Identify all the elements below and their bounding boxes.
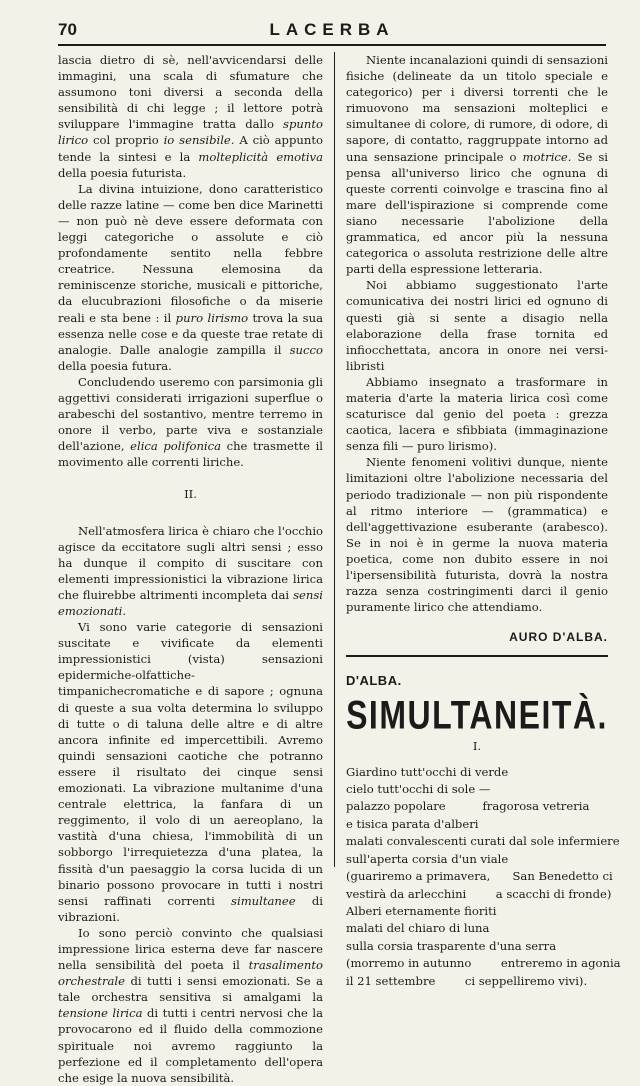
paragraph: [58, 523, 323, 620]
poem-line: il 21 settembre ci seppelliremo vivi).: [346, 973, 588, 988]
text-run: di tutti i sensi emozionati. Se a tale orchestra sensitiva si amalgami la: [58, 974, 323, 1005]
poem-section-numeral: I.: [472, 738, 482, 753]
page-header: [58, 20, 606, 46]
text-run: A ciò appunto tende la sintesi e la: [58, 133, 323, 164]
paragraph: Noi abbiamo suggestionato l'arte comunicativa dei nostri lirici ed ognuno di questi già si sente a disagio nella elaborazione della frase tornita ed infiocchettata, ancora in onore nei versi-libristi: [346, 278, 608, 373]
poem-author: D'ALBA.: [346, 673, 402, 689]
emphasis: molteplicità emotiva: [198, 149, 323, 164]
text-run: di vibrazioni.: [58, 893, 323, 924]
emphasis: puro lirismo: [175, 310, 249, 325]
poem-line: cielo tutt'occhi di sole —: [346, 782, 491, 797]
poem-line: malati convalescenti curati dal sole infermiere: [346, 834, 620, 849]
poem-line: sull'aperta corsia d'un viale: [346, 851, 509, 866]
text-run: Concludendo useremo con parsimonia gli aggettivi considerati irrigazioni superflue o arabeschi del sostantivo, mentre terremo in onore il verbo, parte viva e sostanziale dell'azione,: [58, 374, 323, 454]
paragraph: [58, 619, 323, 925]
emphasis: spunto lirico: [58, 117, 323, 148]
emphasis: motrice.: [522, 149, 572, 164]
right-column: [346, 52, 621, 990]
emphasis: succo: [289, 342, 323, 357]
text-run: Niente incanalazioni quindi di sensazioni fisiche (delineate da un titolo speciale e categorico) per i diversi torrenti che le rimuovono ma sensazioni molteplici e simultanee di colore, di rumore, di odore, di sapore, di contatto, raggruppate intorno ad una sensazione principale o: [346, 53, 608, 164]
poem-line: e tisica parata d'alberi: [346, 816, 479, 831]
text-run: della poesia futurista.: [58, 165, 187, 180]
left-column: [58, 52, 323, 1086]
paragraph: [346, 52, 608, 277]
masthead-title: LACERBA: [269, 20, 395, 39]
text-run: lascia dietro di sè, nell'avvicendarsi delle immagini, una scala di sfumature che assumono toni diversi a seconda della sensibilità di chi legge ; il lettore potrà sviluppare l'immagine tratta dallo: [58, 53, 323, 132]
emphasis: simultanee: [231, 893, 296, 908]
poem-body: [346, 764, 621, 990]
poem-line: (guariremo a primavera, San Benedetto ci: [346, 869, 613, 884]
text-run: Nell'atmosfera lirica è chiaro che l'occhio agisce da eccitatore sugli altri sensi ; esso ha dunque il compito di suscitare con elementi impressionistici la vibrazione lirica che fluirebbe altrimenti incompleta dai: [58, 523, 324, 602]
poem-line: Giardino tutt'occhi di verde: [346, 764, 509, 779]
page-number: 70: [58, 20, 77, 39]
poem-line: sulla corsia trasparente d'una serra: [346, 938, 557, 953]
emphasis: trasalimento orchestrale: [58, 958, 323, 989]
emphasis: elica polifonica: [130, 439, 222, 454]
poem-line: (morremo in autunno entreremo in agonia: [346, 956, 621, 971]
poem-title: SIMULTANEITÀ.: [346, 692, 608, 738]
paragraph: Abbiamo insegnato a trasformare in materia d'arte la materia lirica così come scaturisce dal genio del poeta : grezza caotica, lacera e sfibbiata (immaginazione senza fili — puro lirismo).: [346, 374, 608, 454]
section-numeral: II.: [184, 487, 197, 502]
text-run: La divina intuizione, dono caratteristico delle razze latine — come ben dice Marinetti — non può nè deve essere deformata con leggi categoriche o assolute e ciò profondamente sentito nella febbre creatrice. Nessuna elemosina da reminiscenze storiche, musicali e pittoriche, da elucubrazioni filosofiche o da miserie reali e sta bene : il: [58, 181, 323, 325]
text-run: che trasmette il movimento alle correnti liriche.: [58, 439, 323, 470]
poem-line: malati del chiaro di luna: [346, 921, 490, 936]
section-rule: [346, 655, 608, 657]
emphasis: sensi emozionati.: [58, 587, 323, 618]
paragraph: [58, 181, 323, 374]
poem-line: vestirà da arlecchini a scacchi di fronde): [346, 886, 612, 901]
paragraph: Niente fenomeni volitivi dunque, niente limitazioni oltre l'abolizione necessaria del periodo tradizionale — non più rispondente al ritmo interiore — (grammatica) e dell'aggettivazione esuberante (arabesco). Se in noi è in germe la nuova materia poetica, come non dubito essere in noi l'ipersensibilità futurista, dovrà la nostra razza senza costringimenti darci il genio puramente lirico che attendiamo.: [346, 455, 608, 615]
author-signature: AURO D'ALBA.: [509, 630, 608, 645]
poem-line: Alberi eternamente fioriti: [346, 903, 497, 918]
paragraph: [58, 52, 323, 181]
text-run: col proprio: [88, 133, 164, 148]
emphasis: io sensibile.: [163, 133, 235, 148]
paragraph: [58, 925, 323, 1086]
emphasis: tensione lirica: [58, 1006, 143, 1021]
paragraph: [58, 374, 323, 471]
text-run: trova la sua essenza nelle cose e da queste trae retate di analogie. Dalle analogie zampilla il: [58, 310, 323, 357]
poem-line: palazzo popolare fragorosa vetreria: [346, 799, 590, 814]
text-run: della poesia futura.: [58, 358, 172, 373]
text-run: di tutti i centri nervosi che la provocarono ed il fluido della commozione spirituale noi avremo raggiunto la perfezione ed il completamento dell'opera che esige la nuova sensibilità.: [58, 1006, 323, 1085]
text-run: Se si pensa all'universo lirico che ognuna di queste correnti coinvolge e trascina fino al mare dell'ispirazione si comprende come siano necessarie l'abolizione della grammatica, ed ancor più la nessuna categorica o assoluta restrizione delle altre parti della espressione letteraria.: [346, 149, 608, 277]
column-divider: [334, 52, 335, 867]
essay-conclusion: [346, 52, 608, 615]
text-run: Vi sono varie categorie di sensazioni suscitate e vivificate da elementi impressionistici (vista) sensazioni epidermiche-olfattiche-timpanichecromatiche e di sapore ; ognuna di queste a sua volta determina lo sviluppo di tutte o di taluna delle altre e di altre ancora infinite ed impercettibili. Avremo quindi sensazioni caotiche che potranno essere il risultato dei cinque sensi emozionati. La vibrazione multanime d'una centrale elettrica, la fanfara di un reggimento, il volo di un aereoplano, la vastità d'una chiesa, l'immobilità di un sobborgo l'irrequietezza d'una platea, la fissità d'un paesaggio la corsa lucida di un binario possono provocare in tutti i nostri sensi raffinati correnti: [58, 620, 323, 908]
text-run: Io sono perciò convinto che qualsiasi impressione lirica esterna deve far nascere nella sensibilità del poeta il: [58, 925, 323, 973]
